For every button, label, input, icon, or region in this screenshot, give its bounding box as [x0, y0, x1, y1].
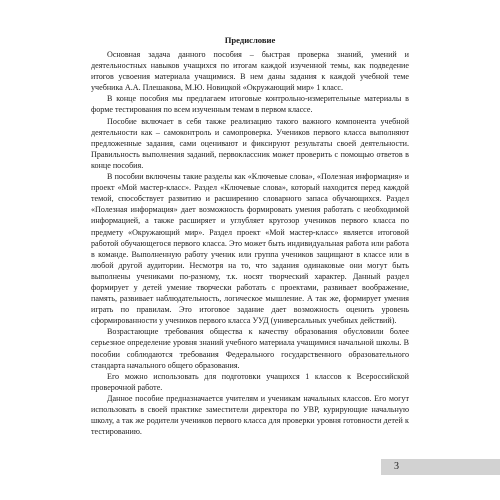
paragraph-3: Пособие включает в себя также реализацию такого важного компонента учебной деятельности как – самоконтроль и самопроверка. Учеников первого класса выполняют предложенные задания, сами оценивают и фиксируют результаты своей деятельности. Правильность выполнения заданий, первоклассник может проверить с помощью ответов в конце пособия. — [91, 116, 409, 170]
paragraph-7: Данное пособие предназначается учителям и ученикам начальных классов. Его могут использовать в своей практике заместители директора по УВР, курирующие начальную школу, а так же родители учеников первого класса для проверки уровня готовности детей к тестированию. — [91, 393, 409, 437]
paragraph-4: В пособии включены такие разделы как «Ключевые слова», «Полезная информация» и проект «Мой мастер-класс». Раздел «Ключевые слова», который находится перед каждой темой, способствует развитию и расширению словарного запаса обучающихся. Раздел «Полезная информация» дает возможность формировать умения работать с необходимой информацией, а также расширяет и углубляет кругозор учеников первого класса по предмету «Окружающий мир». Раздел проект «Мой мастер-класс» является итоговой работой обучающегося первого класса. Это может быть индивидуальная работа или работа в команде. Выполненную работу ученик или группа учеников защищают в классе или в любой другой аудитории. Несмотря на то, что задания одинаковые они могут быть выполнены учениками по-разному, т.к. носят творческий характер. Данный раздел формирует у детей умение творчески работать с проектами, развивает воображение, память, развивает наблюдательность, логическое мышление. А так же, формирует умения играть по правилам. Это итоговое задание дает возможность оценить уровень сформированности у учеников первого класса УУД (универсальных учебных действий). — [91, 172, 409, 326]
page-number-box — [381, 459, 500, 475]
paragraph-2: В конце пособия мы предлагаем итоговые контрольно-измерительные материалы в форме тестирования по всем изученным темам в первом классе. — [91, 94, 409, 115]
page-content — [91, 35, 409, 437]
page-number: 3 — [394, 461, 399, 472]
paragraph-5: Возрастающие требования общества к качеству образования обусловили более серьезное определение уровня знаний учебного материала учащимися начальной школы. В пособии соблюдаются требования Федерального государственного образовательного стандарта начального общего образования. — [91, 327, 409, 370]
page-title: Предисловие — [224, 35, 276, 45]
paragraph-6: Его можно использовать для подготовки учащихся 1 классов к Всероссийской проверочной работе. — [91, 371, 409, 392]
paragraph-1: Основная задача данного пособия – быстрая проверка знаний, умений и деятельностных навыков учащихся по итогам каждой изученной темы, как подведение итогов усвоения материала учащимися. В нем даны задания к каждой учебной теме учебника А.А. Плешакова, М.Ю. Новицкой «Окружающий мир» 1 класс. — [91, 50, 409, 93]
